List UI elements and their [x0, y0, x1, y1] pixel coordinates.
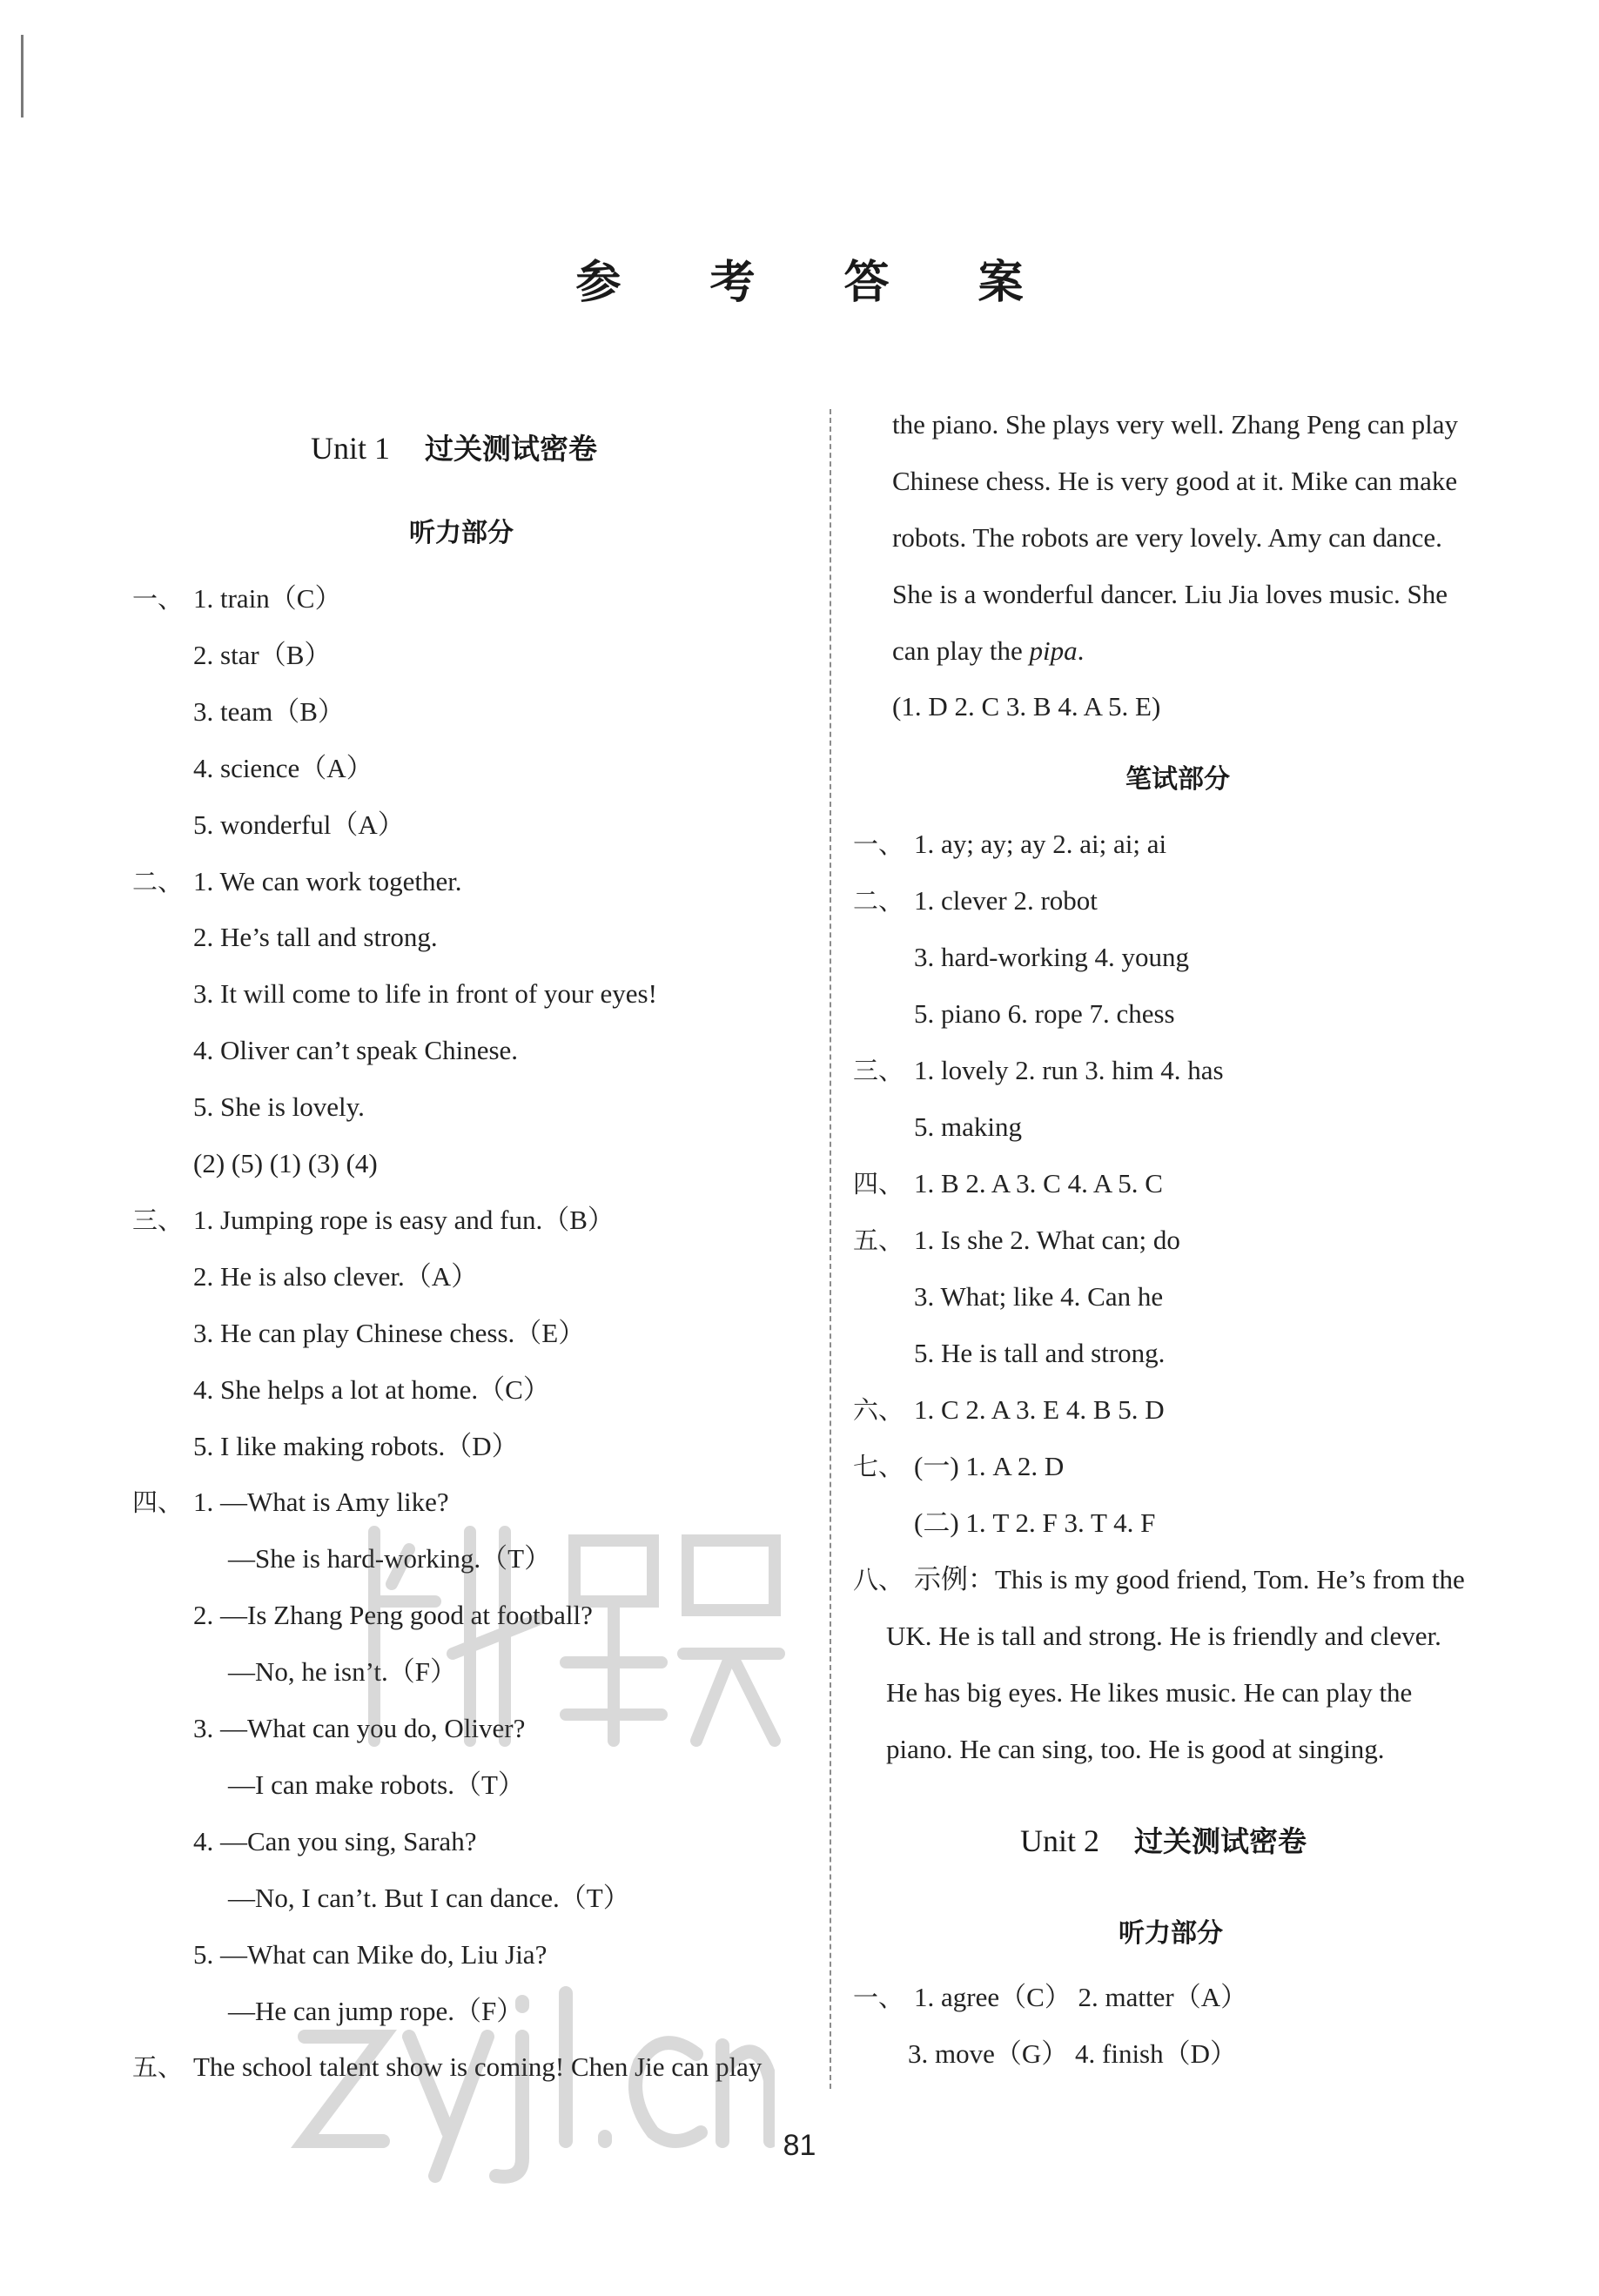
passage-line: Chinese chess. He is very good at it. Mike can make [892, 466, 1458, 496]
question-number: 二、 [132, 866, 184, 896]
unit1-title: 过关测试密卷 [425, 432, 598, 466]
answer-line: 1. We can work together. [193, 865, 462, 896]
question-number: 五、 [132, 2052, 184, 2083]
unit1-heading [311, 418, 597, 479]
question-number: 四、 [853, 1169, 904, 1198]
answer-line: 1. ay; ay; ay 2. ai; ai; ai [914, 829, 1167, 859]
answer-line: 3. What; like 4. Can he [914, 1281, 1164, 1312]
question-number: 一、 [132, 584, 184, 614]
unit2-title: 过关测试密卷 [1134, 1824, 1307, 1858]
listening-section-title: 听力部分 [409, 518, 514, 548]
question-number: 一、 [853, 829, 904, 859]
answer-line: 1. agree（C） 2. matter（A） [914, 1982, 1248, 2012]
answer-line: —She is hard-working.（T） [228, 1543, 552, 1574]
passage-line: robots. The robots are very lovely. Amy can dance. [892, 522, 1442, 553]
answer-line: 4. —Can you sing, Sarah? [193, 1825, 477, 1856]
answer-line: He has big eyes. He likes music. He can play the [886, 1677, 1413, 1708]
question-number: 三、 [853, 1056, 904, 1085]
question-number: 一、 [853, 1983, 904, 2012]
answer-line: 4. science（A） [193, 752, 373, 783]
passage-text: can play the [892, 635, 1030, 666]
passage-line: She is a wonderful dancer. Liu Jia loves music. She [892, 579, 1448, 609]
answer-line: 3. It will come to life in front of your eyes! [193, 978, 657, 1010]
question-number: 二、 [853, 886, 904, 916]
page-number: 81 [783, 2129, 816, 2162]
answer-line: 3. —What can you do, Oliver? [193, 1713, 526, 1743]
answer-line: 1. train（C） [193, 583, 342, 614]
question-number: 三、 [132, 1205, 184, 1235]
answer-line: 5. She is lovely. [193, 1091, 365, 1123]
answer-line: 1. —What is Amy like? [193, 1487, 449, 1518]
answer-line: 5. He is tall and strong. [914, 1338, 1166, 1368]
margin-rule [21, 35, 24, 117]
answer-line: 2. He’s tall and strong. [193, 922, 438, 953]
answer-line: The school talent show is coming! Chen Jie can play [193, 2051, 763, 2083]
question-number: 四、 [132, 1487, 184, 1518]
answer-line: 3. team（B） [193, 695, 345, 727]
passage-line: the piano. She plays very well. Zhang Peng can play [892, 409, 1458, 440]
answer-line: 示例：This is my good friend, Tom. He’s from the [914, 1564, 1465, 1594]
question-number: 八、 [853, 1565, 904, 1594]
answer-line: (2) (5) (1) (3) (4) [193, 1148, 378, 1178]
answer-line: (一) 1. A 2. D [914, 1451, 1065, 1481]
answer-line: (二) 1. T 2. F 3. T 4. F [914, 1507, 1156, 1538]
answer-line: 5. wonderful（A） [193, 809, 405, 840]
written-section-title: 笔试部分 [1125, 764, 1230, 795]
answer-line: 4. Oliver can’t speak Chinese. [193, 1035, 519, 1066]
question-number: 七、 [853, 1452, 904, 1481]
answer-line: —No, he isn’t.（F） [228, 1656, 457, 1688]
answer-line: 3. He can play Chinese chess.（E） [193, 1317, 586, 1348]
answer-line: 4. She helps a lot at home.（C） [193, 1373, 550, 1405]
unit2-heading [1020, 1810, 1307, 1871]
answer-line: 3. move（G） 4. finish（D） [908, 2038, 1238, 2069]
answer-line: 1. Jumping rope is easy and fun.（B） [193, 1204, 615, 1235]
answer-line: 5. I like making robots.（D） [193, 1430, 519, 1461]
answer-line: 1. Is she 2. What can; do [914, 1225, 1180, 1255]
answer-line: —No, I can’t. But I can dance.（T） [228, 1882, 630, 1913]
answer-line: 2. He is also clever.（A） [193, 1260, 479, 1292]
page-title: 参 考 答 案 [575, 257, 1060, 309]
answer-line: 3. hard-working 4. young [914, 942, 1189, 972]
answer-line: —He can jump rope.（F） [228, 1995, 524, 2026]
passage-text: . [1077, 635, 1085, 666]
answer-line: —I can make robots.（T） [228, 1769, 525, 1800]
column-divider [830, 409, 831, 2089]
answer-line: 2. star（B） [193, 639, 332, 670]
question-number: 六、 [853, 1395, 904, 1425]
answer-line: piano. He can sing, too. He is good at singing. [886, 1734, 1385, 1764]
answer-line: 2. —Is Zhang Peng good at football? [193, 1600, 593, 1631]
answer-line: 1. clever 2. robot [914, 885, 1098, 916]
question-number: 五、 [853, 1225, 904, 1255]
unit2-listening-title: 听力部分 [1119, 1918, 1223, 1949]
answer-line: 1. B 2. A 3. C 4. A 5. C [914, 1168, 1163, 1198]
passage-line [892, 625, 1084, 677]
answer-line: UK. He is tall and strong. He is friendly and clever. [886, 1621, 1441, 1651]
answer-line: 1. lovely 2. run 3. him 4. has [914, 1055, 1224, 1085]
pipa-word: pipa [1029, 635, 1078, 666]
answer-line: 5. making [914, 1111, 1022, 1142]
answer-line: 1. C 2. A 3. E 4. B 5. D [914, 1394, 1165, 1425]
answer-line: 5. —What can Mike do, Liu Jia? [193, 1938, 548, 1970]
unit1-label: Unit 1 [311, 431, 391, 466]
unit2-label: Unit 2 [1020, 1823, 1100, 1858]
answer-line: 5. piano 6. rope 7. chess [914, 998, 1175, 1029]
passage-answers: (1. D 2. C 3. B 4. A 5. E) [892, 691, 1161, 722]
